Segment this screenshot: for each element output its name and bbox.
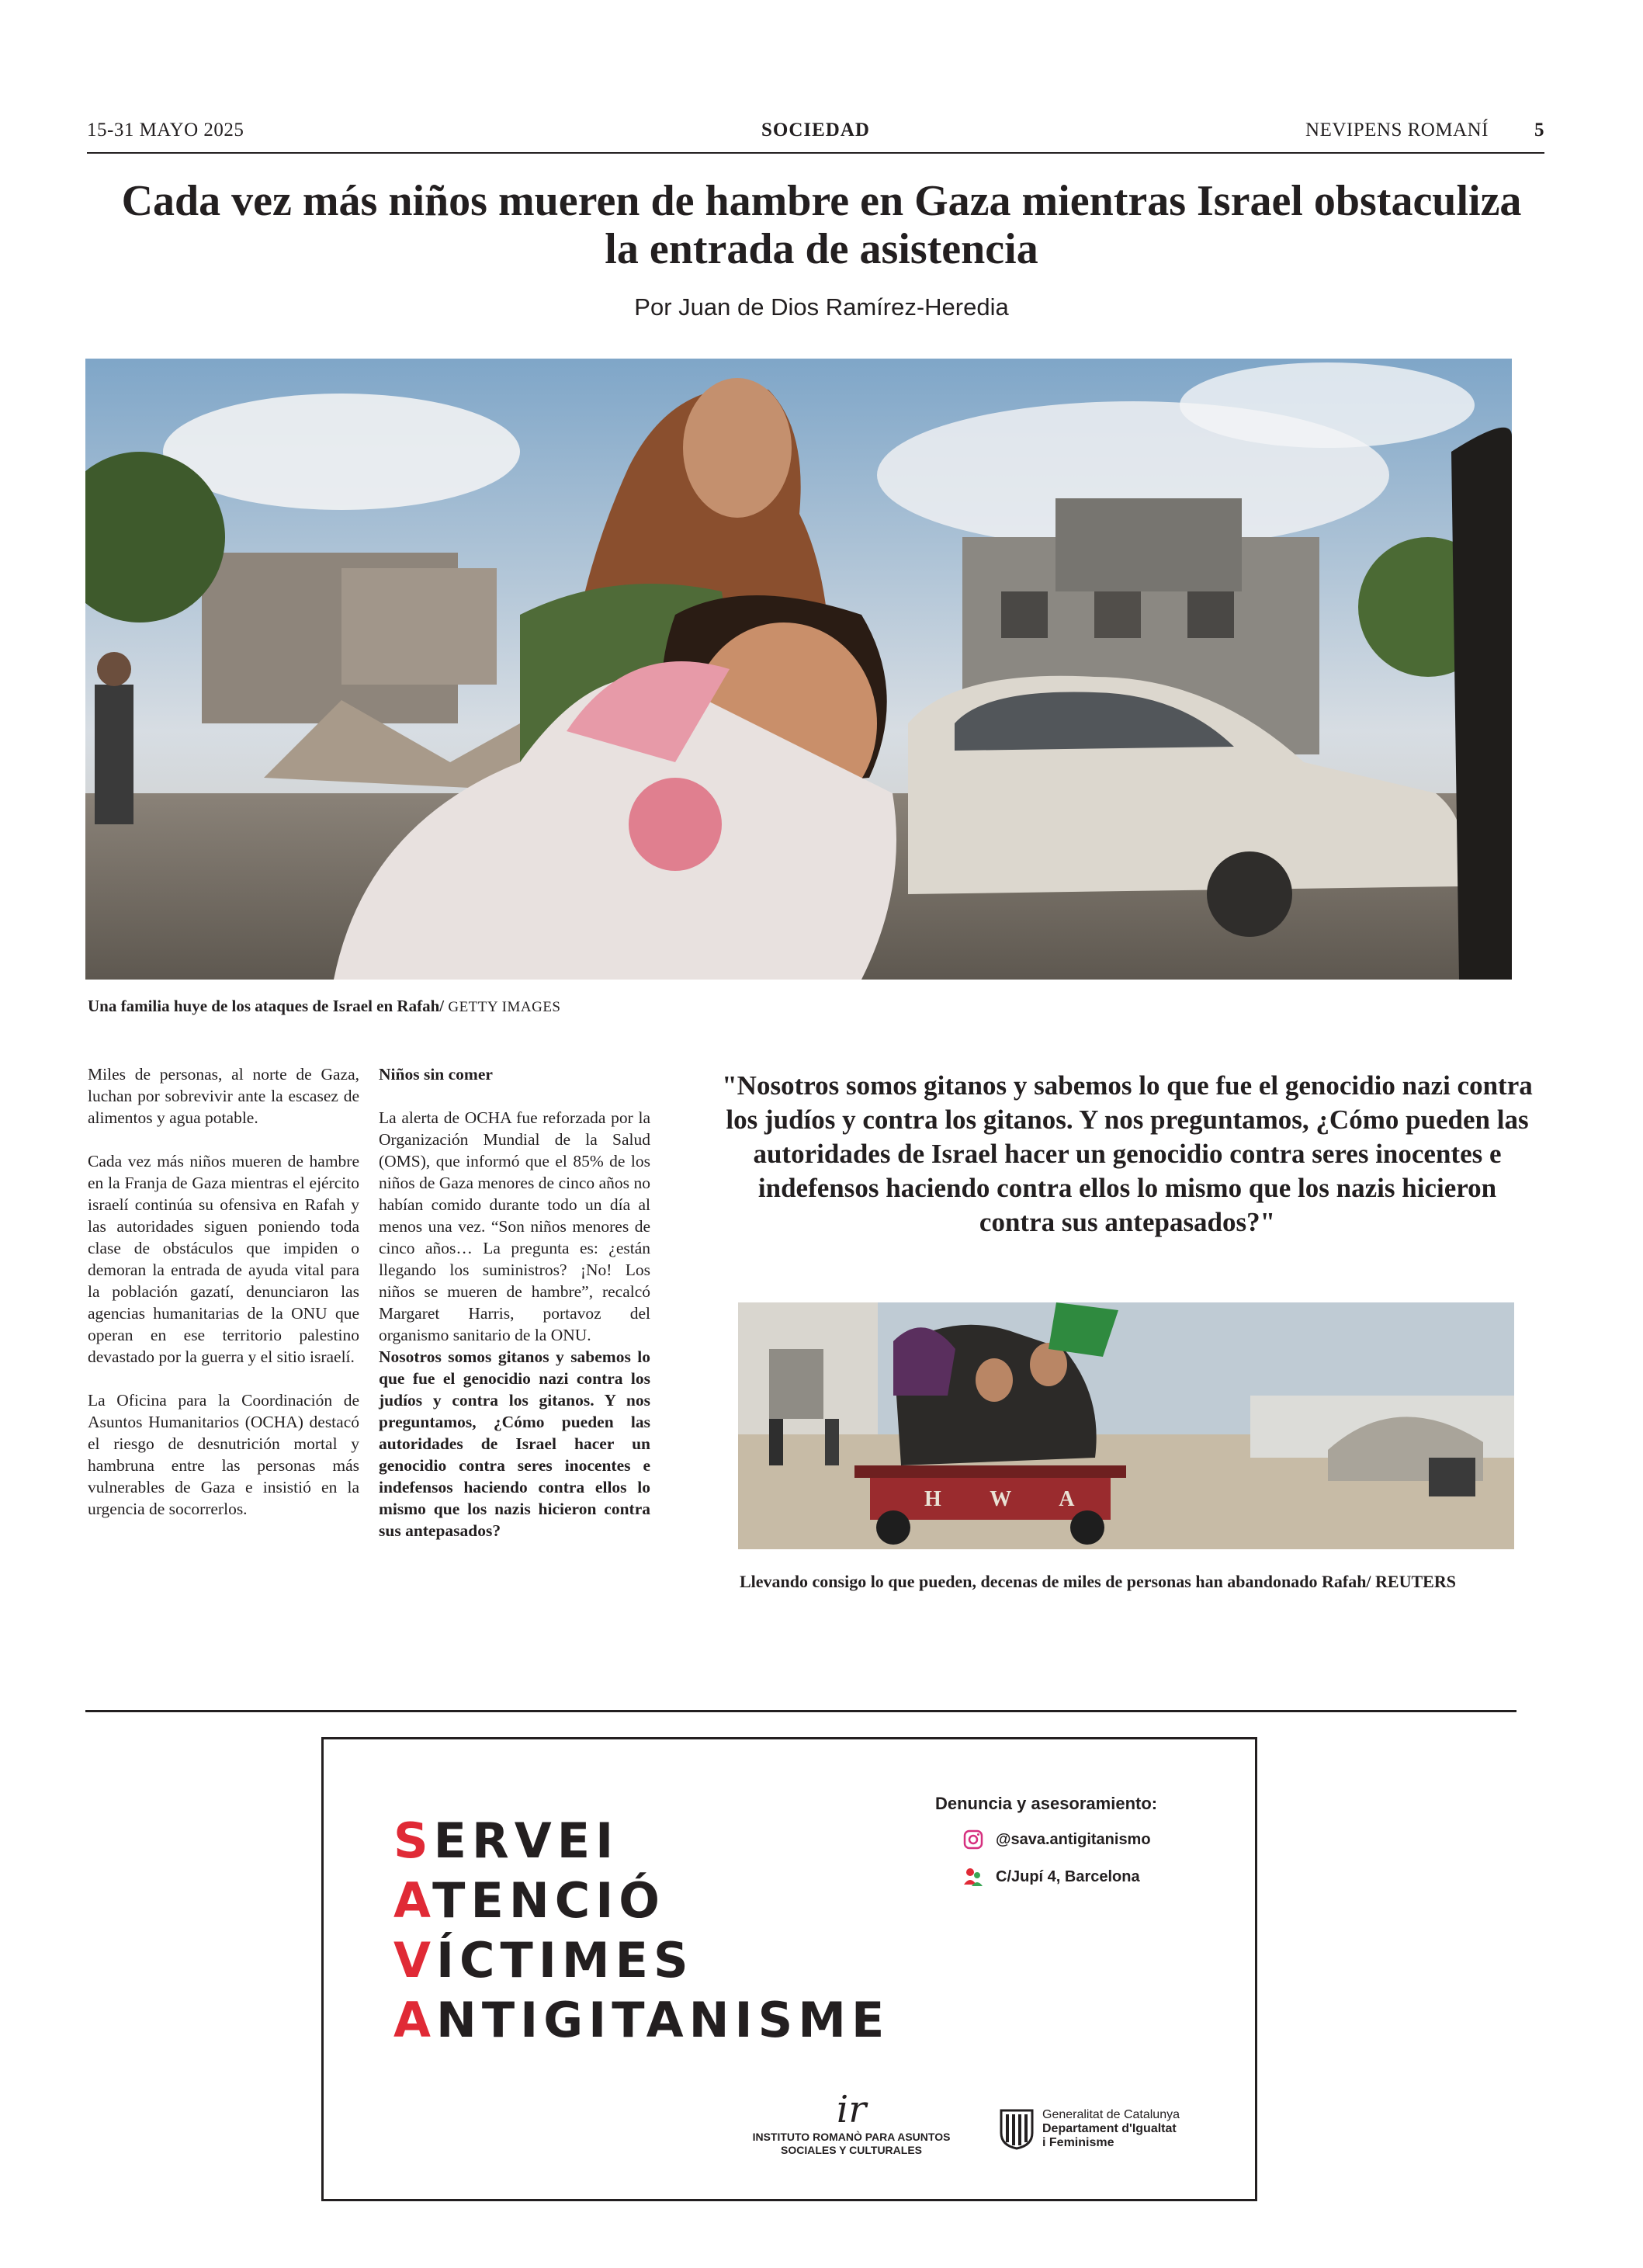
generalitat-shield-icon	[999, 2108, 1035, 2150]
ad-line-1: SERVEI	[393, 1812, 619, 1869]
ad-line-3: VÍCTIMES	[393, 1932, 694, 1989]
main-photo-caption-text: Una familia huye de los ataques de Israel en Rafah/	[88, 997, 445, 1015]
headline-line-2: la entrada de asistencia	[605, 225, 1038, 273]
headline-line-1: Cada vez más niños mueren de hambre en Gaza mientras Israel obstaculiza	[121, 177, 1522, 225]
article-headline	[78, 177, 1565, 273]
main-photo	[85, 359, 1512, 980]
sava-advertisement	[321, 1737, 1257, 2201]
generalitat-line-2: Departament d'Igualtat	[1042, 2122, 1177, 2135]
article-byline: Por Juan de Dios Ramírez-Heredia	[634, 293, 1009, 321]
column2-subheading: Niños sin comer	[379, 1065, 493, 1084]
newspaper-name: NEVIPENS ROMANÍ	[1305, 120, 1489, 140]
column2-paragraph-1: La alerta de OCHA fue reforzada por la Organización Mundial de la Salud (OMS), que informó que el 85% de los niños de Gaza menores de cinco años no habían comido durante todo un día al menos una vez. “Son niños menores de cinco años… La pregunta es: ¿están llegando los suministros? ¡No! Los niños se mueren de hambre”, recalcó Margaret Harris, portavoz del organismo sanitario de la ONU.	[379, 1108, 650, 1344]
ad-contact-block	[935, 1794, 1246, 1902]
article-column-2	[379, 1063, 650, 1563]
second-photo	[738, 1302, 1514, 1549]
column1-paragraph-3: La Oficina para la Coordinación de Asuntos Humanitarios (OCHA) destacó el riesgo de desnutrición mortal y hambruna entre las personas más vulnerables de Gaza e insistió en la urgencia de socorrerlos.	[88, 1391, 359, 1518]
generalitat-logo	[999, 2108, 1232, 2150]
ad-line-2: ATENCIÓ	[393, 1872, 665, 1929]
page-header	[87, 116, 1544, 154]
pull-quote: "Nosotros somos gitanos y sabemos lo que fue el genocidio nazi contra los judíos y contra los gitanos. Y nos preguntamos, ¿Cómo pueden las autoridades de Israel hacer un genocidio contra seres inocentes e indefensos haciendo contra ellos lo mismo que los nazis hicieron contra sus antepasados?"	[722, 1070, 1533, 1237]
section-divider	[85, 1710, 1516, 1712]
generalitat-line-3: i Feminisme	[1042, 2136, 1114, 2149]
generalitat-line-1: Generalitat de Catalunya	[1042, 2108, 1180, 2121]
ad-instagram-row	[935, 1828, 1246, 1851]
column1-paragraph-2: Cada vez más niños mueren de hambre en la Franja de Gaza mientras el ejército israelí continúa su ofensiva en Rafah y las autoridades siguen poniendo toda clase de obstáculos que impiden o demoran la entrada de ayuda vital para la población gazatí, denunciaron las agencias humanitarias de la ONU que operan en ese territorio palestino devastado por la guerra y el sitio israelí.	[88, 1152, 359, 1366]
generalitat-text	[1042, 2108, 1180, 2150]
ad-line-4: ANTIGITANISME	[393, 1992, 890, 2048]
ad-title	[393, 1811, 889, 2050]
second-photo-illustration	[738, 1302, 1514, 1549]
main-photo-credit: GETTY IMAGES	[448, 999, 561, 1015]
instituto-romano-logo	[750, 2089, 952, 2157]
column1-paragraph-1: Miles de personas, al norte de Gaza, luchan por sobrevivir ante la escasez de alimentos y agua potable.	[88, 1065, 359, 1127]
second-photo-caption: Llevando consigo lo que pueden, decenas de miles de personas han abandonado Rafah/ REUTERS	[740, 1572, 1456, 1591]
instagram-icon	[962, 1828, 985, 1851]
ad-contact-label: Denuncia y asesoramiento:	[935, 1794, 1158, 1813]
main-photo-caption	[88, 997, 561, 1016]
ad-address: C/Jupí 4, Barcelona	[996, 1867, 1140, 1885]
main-photo-illustration	[85, 359, 1512, 980]
ad-address-row	[935, 1865, 1246, 1888]
cart-sign: H W A	[924, 1487, 1097, 1511]
issue-date: 15-31 MAYO 2025	[87, 120, 244, 140]
ir-logo-mark: ir	[836, 2088, 867, 2131]
section-name: SOCIEDAD	[761, 120, 870, 140]
ir-logo-text: INSTITUTO ROMANÒ PARA ASUNTOS SOCIALES Y CULTURALES	[752, 2131, 951, 2156]
article-column-1	[88, 1063, 359, 1541]
page-number: 5	[1534, 120, 1544, 140]
location-people-icon	[962, 1865, 985, 1888]
column2-paragraph-2: Nosotros somos gitanos y sabemos lo que fue el genocidio nazi contra los judíos y contra los gitanos. Y nos preguntamos, ¿Cómo pueden las autoridades de Israel hacer un genocidio contra seres inocentes e indefensos haciendo contra ellos lo mismo que los nazis hicieron contra sus antepasados?	[379, 1347, 650, 1540]
ad-instagram-handle: @sava.antigitanismo	[996, 1830, 1151, 1848]
